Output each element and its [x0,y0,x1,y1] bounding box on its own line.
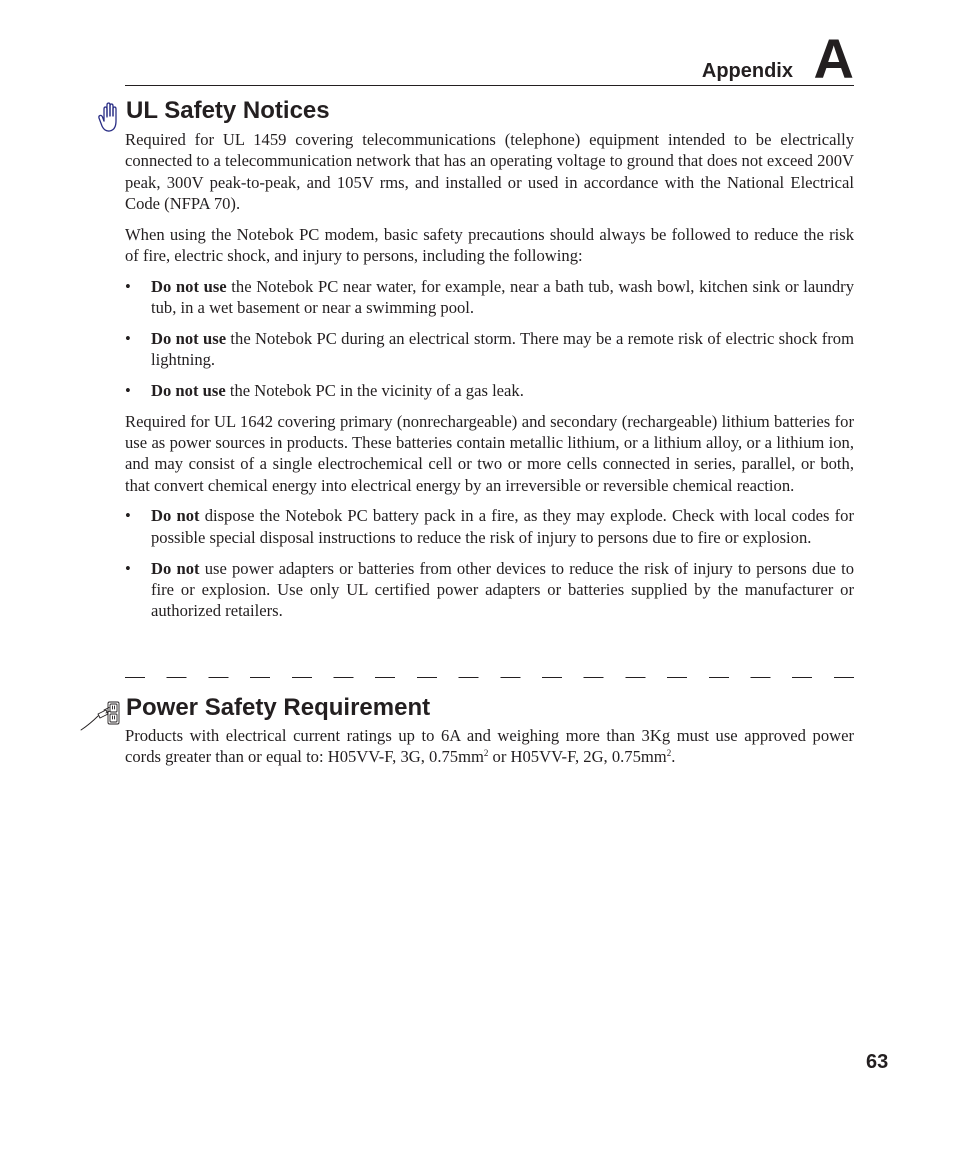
page-number: 63 [866,1051,889,1073]
bullet: • [125,328,131,348]
bullet: • [125,380,131,400]
ul1459-paragraph: Required for UL 1459 covering telecommunications (telephone) equipment intended to be electrically connected to a telecommunication network that has an operating voltage to ground that does not exceed 200V peak, 300V peak-to-peak, and 105V rms, and installed or used in accordance with the National Electrical Code (NFPA 70). [125,130,854,213]
power-safety-body [125,725,854,777]
superscript: 2 [666,748,672,759]
bullet-text: the Notebok PC in the vicinity of a gas leak. [225,380,524,400]
modem-precautions-paragraph: When using the Notebok PC modem, basic safety precautions should always be followed to reduce the risk of fire, electric shock, and injury to persons, including the following: [125,224,854,265]
power-plug-outlet-icon [80,700,122,734]
bold-warning: Do not use [151,380,226,400]
page-header [125,27,854,90]
list-item [125,328,854,371]
list-item [125,558,854,622]
ul-safety-body [125,129,854,631]
bold-warning: Do not [151,558,200,578]
appendix-label: Appendix [701,60,793,82]
power-cord-paragraph [125,725,854,768]
list-item [125,276,854,319]
bullet: • [125,506,131,526]
battery-bullet-list [125,505,854,621]
superscript: 2 [483,748,489,759]
ul1642-paragraph: Required for UL 1642 covering primary (nonrechargeable) and secondary (rechargeable) lithium batteries for use as power sources in products. These batteries contain metallic lithium, or a lithium alloy, or a lithium ion, and may consist of a single electrochemical cell or two or more cells connected in series, parallel, or both, that convert chemical energy into electrical energy by an irreversible or reversible chemical reaction. [125,411,854,495]
power-text-middle: or H05VV-F, 2G, 0.75mm [488,747,667,767]
bullet-text: use power adapters or batteries from other devices to reduce the risk of injury to persons due to fire or explosion. Use only UL certified power adapters or batteries supplied by the manufacturer or authorized retailers. [151,558,854,621]
modem-bullet-list [125,276,854,401]
bold-warning: Do not use [151,328,227,348]
bold-warning: Do not [151,506,200,526]
list-item [125,505,854,548]
power-safety-title: Power Safety Requirement [126,694,431,721]
bold-warning: Do not use [151,276,227,296]
appendix-letter: A [813,27,854,90]
bullet: • [125,558,131,578]
ul-safety-title: UL Safety Notices [126,97,330,124]
list-item [125,380,854,401]
bullet-text: the Notebok PC during an electrical storm. There may be a remote risk of electric shock from lightning. [151,328,854,370]
power-text-before: Products with electrical current ratings up to 6A and weighing more than 3Kg must use approved power cords greater than or equal to: H05VV-F, 3G, 0.75mm [125,726,854,767]
power-text-after: . [671,747,676,767]
bullet-text: dispose the Notebok PC battery pack in a fire, as they may explode. Check with local codes for possible special disposal instructions to reduce the risk of injury to persons due to fire or explosion. [151,506,854,547]
bullet-text: the Notebok PC near water, for example, near a bath tub, wash bowl, kitchen sink or laundry tub, in a wet basement or near a swimming pool. [151,276,854,318]
bullet: • [125,276,131,296]
hand-stop-icon [97,101,123,133]
section-divider [125,677,854,678]
